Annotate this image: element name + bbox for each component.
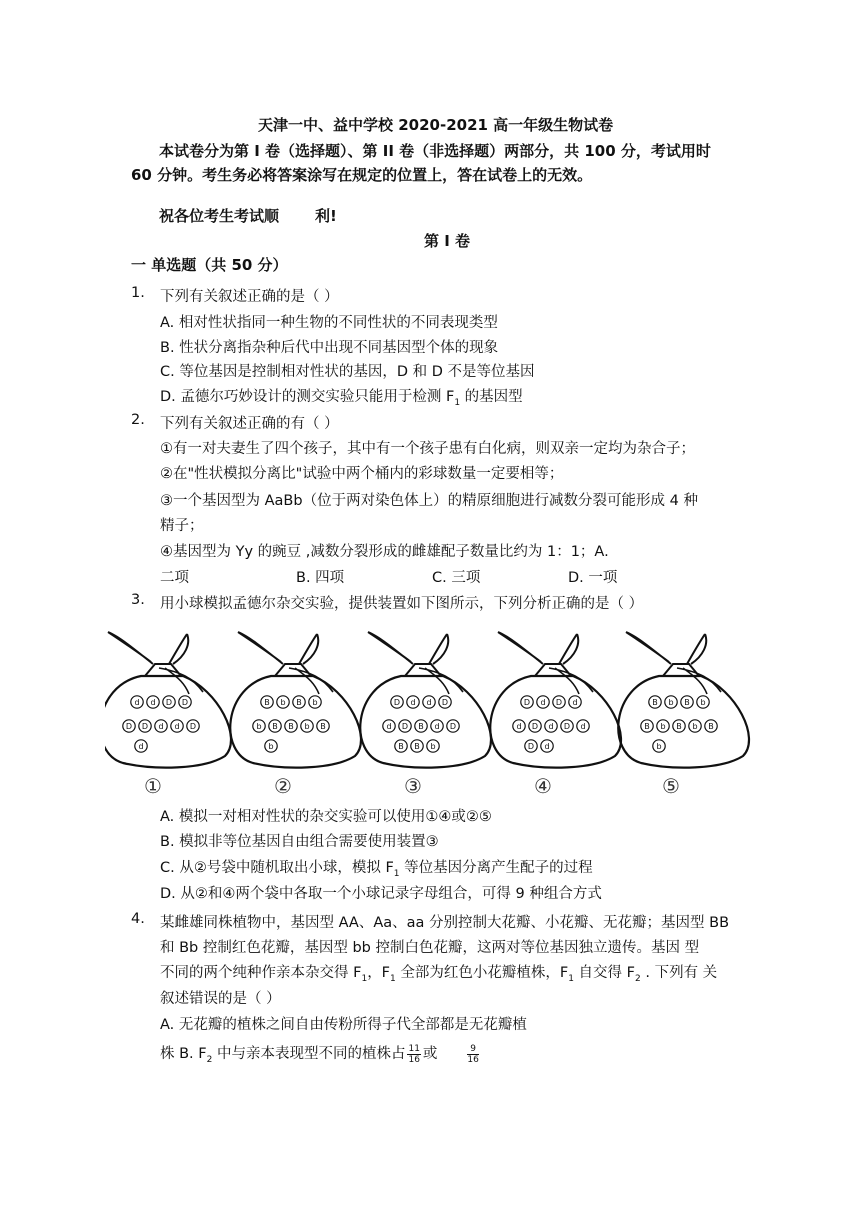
question-stem-line-4: 叙述错误的是（ ） xyxy=(160,991,281,1007)
fraction-11-16: $\frac{11}{16}$ xyxy=(408,1043,420,1065)
wish-text-a: 祝各位考生考试顺 xyxy=(159,207,280,225)
ball-label: d xyxy=(150,698,156,707)
ball-label: d xyxy=(516,722,522,731)
statement-2: ②在"性状模拟分离比"试验中两个桶内的彩球数量一定要相等； xyxy=(160,466,564,482)
bag-tip xyxy=(299,634,318,664)
ball-label: D xyxy=(141,722,149,731)
ball-label: D xyxy=(189,722,197,731)
bag-tip xyxy=(559,634,578,664)
question-number: 2. xyxy=(131,412,145,428)
bag-neck xyxy=(663,664,699,676)
ball-bag xyxy=(490,632,621,798)
intro-line-2: 60 分钟。考生务必将答案涂写在规定的位置上，答在试卷上的无效。 xyxy=(131,166,593,184)
ball-label: d xyxy=(410,698,416,707)
option-c: C. 从②号袋中随机取出小球，模拟 $F_1$ 等位基因分离产生配子的过程 xyxy=(160,860,593,879)
ball-bag xyxy=(618,632,749,798)
ball-label: D xyxy=(441,698,449,707)
question-stem: 下列有关叙述正确的有（ ） xyxy=(160,416,339,432)
bag-string xyxy=(549,668,593,694)
option-d: D. 孟德尔巧妙设计的测交实验只能用于检测 $F_1$ 的基因型 xyxy=(160,389,523,408)
ball-label: B xyxy=(272,722,278,731)
section-heading: 一 单选题（共 50 分） xyxy=(131,256,288,274)
question-number: 1. xyxy=(131,285,145,301)
ball-label: B xyxy=(418,722,424,731)
ball-label: D xyxy=(449,722,457,731)
ball-label: b xyxy=(312,698,318,707)
ball-label: D xyxy=(531,722,539,731)
ball-label: B xyxy=(708,722,714,731)
ball-label: b xyxy=(700,698,706,707)
bag-label: ① xyxy=(144,774,162,798)
intro-line-1: 本试卷分为第 I 卷（选择题）、第 II 卷（非选择题）两部分，共 100 分，考试用时 xyxy=(159,142,711,160)
statement-1: ①有一对夫妻生了四个孩子，其中有一个孩子患有白化病，则双亲一定均为杂合子； xyxy=(160,441,695,457)
question-number: 3. xyxy=(131,592,145,608)
ball-bag xyxy=(360,632,491,798)
ball-label: D xyxy=(563,722,571,731)
bag-string xyxy=(419,668,463,694)
bag-string xyxy=(289,668,333,694)
ball-bag xyxy=(105,632,231,798)
ball-label: d xyxy=(580,722,586,731)
bag-ear xyxy=(368,632,413,664)
ball-label: B xyxy=(264,698,270,707)
wish-text-b: 利! xyxy=(315,207,337,225)
statement-3: ③一个基因型为 AaBb（位于两对染色体上）的精原细胞进行减数分裂可能形成 4 种 xyxy=(160,493,699,509)
ball-label: d xyxy=(544,742,550,751)
ball-label: b xyxy=(268,742,274,751)
option-a: A. 模拟一对相对性状的杂交实验可以使用①④或②⑤ xyxy=(160,809,492,825)
ball-label: d xyxy=(158,722,164,731)
ball-label: D xyxy=(165,698,173,707)
ball-bags-figure xyxy=(105,628,755,800)
ball-label: b xyxy=(656,742,662,751)
question-stem: 下列有关叙述正确的是（ ） xyxy=(160,289,339,305)
bag-label: ② xyxy=(274,774,292,798)
ball-label: d xyxy=(386,722,392,731)
bag-string xyxy=(159,668,203,694)
bag-neck xyxy=(145,664,181,676)
volume-heading: 第 I 卷 xyxy=(424,232,471,250)
ball-label: B xyxy=(676,722,682,731)
question-stem-line-2: 和 Bb 控制红色花瓣，基因型 bb 控制白色花瓣，这两对等位基因独立遗传。基因 型 xyxy=(160,940,700,956)
bag-label: ③ xyxy=(404,774,422,798)
bag-tip xyxy=(687,634,706,664)
ball-label: b xyxy=(668,698,674,707)
bag-neck xyxy=(275,664,311,676)
bag-string xyxy=(677,668,721,694)
option-a: A. 相对性状指同一种生物的不同性状的不同表现类型 xyxy=(160,315,498,331)
ball-label: D xyxy=(555,698,563,707)
ball-label: d xyxy=(540,698,546,707)
ball-label: b xyxy=(304,722,310,731)
ball-label: B xyxy=(684,698,690,707)
ball-label: d xyxy=(434,722,440,731)
option-a: 二项 xyxy=(160,570,189,586)
ball-label: b xyxy=(430,742,436,751)
ball-label: b xyxy=(280,698,286,707)
option-d: D. 一项 xyxy=(568,570,618,586)
statement-4: ④基因型为 Yy 的豌豆 ,减数分裂形成的雌雄配子数量比约为 1：1；A. xyxy=(160,544,609,560)
bag-neck xyxy=(535,664,571,676)
option-b: B. 模拟非等位基因自由组合需要使用装置③ xyxy=(160,834,439,850)
ball-label: B xyxy=(644,722,650,731)
statement-3-cont: 精子； xyxy=(160,518,204,534)
option-d: D. 从②和④两个袋中各取一个小球记录字母组合，可得 9 种组合方式 xyxy=(160,886,602,902)
option-b: B. 性状分离指杂种后代中出现不同基因型个体的现象 xyxy=(160,340,499,356)
ball-label: B xyxy=(398,742,404,751)
question-stem: 用小球模拟孟德尔杂交实验，提供装置如下图所示，下列分析正确的是（ ） xyxy=(160,596,644,612)
option-b: 株 B. $F_2$ 中与亲本表现型不同的植株占 $\frac{11}{16}$ 或 $\frac{9}{16}$ xyxy=(160,1043,479,1065)
ball-label: D xyxy=(527,742,535,751)
ball-label: D xyxy=(401,722,409,731)
ball-label: D xyxy=(125,722,133,731)
ball-label: b xyxy=(692,722,698,731)
bag-label: ④ xyxy=(534,774,552,798)
bag-tip xyxy=(169,634,188,664)
option-c: C. 三项 xyxy=(432,570,481,586)
ball-label: d xyxy=(174,722,180,731)
ball-label: B xyxy=(296,698,302,707)
ball-label: D xyxy=(393,698,401,707)
ball-label: B xyxy=(288,722,294,731)
ball-label: d xyxy=(548,722,554,731)
bag-tip xyxy=(429,634,448,664)
ball-bag xyxy=(230,632,361,798)
option-b: B. 四项 xyxy=(296,570,345,586)
bag-neck xyxy=(405,664,441,676)
question-stem-line-3: 不同的两个纯种作亲本杂交得 $F_1$，$F_1$ 全部为红色小花瓣植株，$F_1$ 自交得 $F_2$ . 下列有 关 xyxy=(160,965,718,984)
fraction-9-16: $\frac{9}{16}$ xyxy=(467,1043,479,1065)
question-stem-line-1: 某雌雄同株植物中，基因型 AA、Aa、aa 分别控制大花瓣、小花瓣、无花瓣；基因型 BB xyxy=(160,915,730,931)
option-c: C. 等位基因是控制相对性状的基因，D 和 D 不是等位基因 xyxy=(160,364,535,380)
bag-ear xyxy=(238,632,283,664)
bag-ear xyxy=(108,632,153,664)
ball-label: d xyxy=(134,698,140,707)
ball-label: D xyxy=(181,698,189,707)
bag-ear xyxy=(498,632,543,664)
ball-label: B xyxy=(652,698,658,707)
exam-title: 天津一中、益中学校 2020-2021 高一年级生物试卷 xyxy=(258,116,614,134)
bag-label: ⑤ xyxy=(662,774,680,798)
ball-label: b xyxy=(256,722,262,731)
option-a: A. 无花瓣的植株之间自由传粉所得子代全部都是无花瓣植 xyxy=(160,1017,527,1033)
ball-label: d xyxy=(572,698,578,707)
ball-label: d xyxy=(138,742,144,751)
ball-label: d xyxy=(426,698,432,707)
ball-label: B xyxy=(320,722,326,731)
ball-label: D xyxy=(523,698,531,707)
question-number: 4. xyxy=(131,911,145,927)
ball-label: b xyxy=(660,722,666,731)
bag-ear xyxy=(626,632,671,664)
ball-label: B xyxy=(414,742,420,751)
